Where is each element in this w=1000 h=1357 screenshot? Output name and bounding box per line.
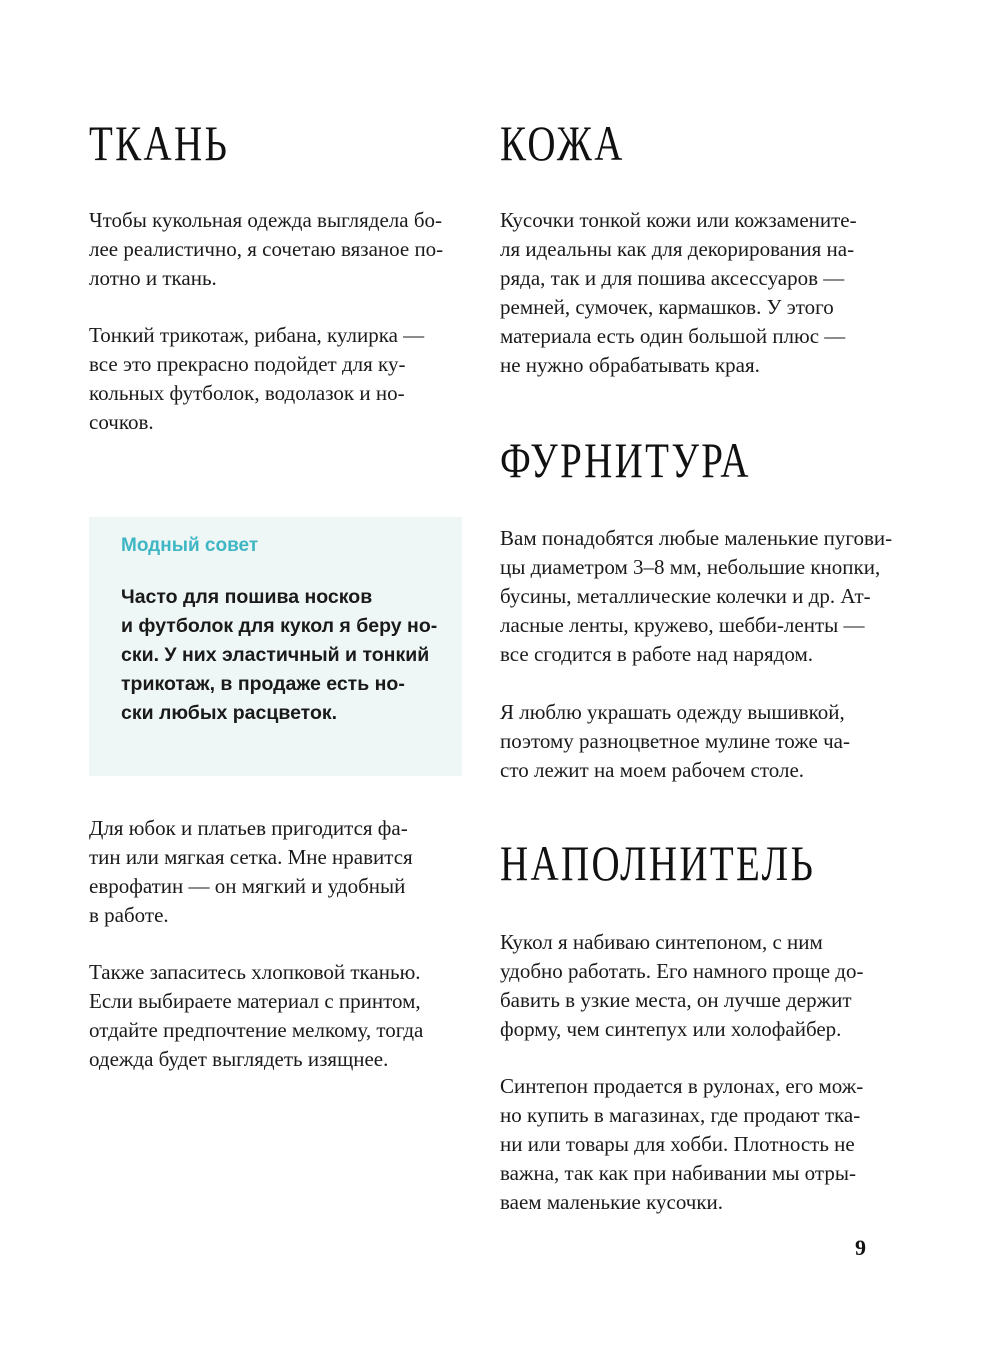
- fabric-paragraph-2: Тонкий трикотаж, рибана, кулирка — все это прекрасно подойдет для ку- кольных футболок, водолазок и но- сочков.: [89, 323, 425, 434]
- section-heading-filler: НАПОЛНИТЕЛЬ: [500, 835, 816, 891]
- leather-paragraph-1: Кусочки тонкой кожи или кожзамените- ля идеальны как для декорирования на- ряда, так и для пошива аксессуаров — ремней, сумочек, кармашков. У этого материала есть один большой плюс — не нужно обрабатывать края.: [500, 208, 857, 377]
- fabric-paragraph-4: Также запаситесь хлопковой тканью. Если выбираете материал с принтом, отдайте предпочтение мелкому, тогда одежда будет выглядеть изящнее.: [89, 960, 424, 1071]
- hardware-paragraph-1: Вам понадобятся любые маленькие пугови- цы диаметром 3–8 мм, небольшие кнопки, бусины, металлические колечки и др. Ат- ласные ленты, кружево, шебби-ленты — все сгодится в работе над нарядом.: [500, 526, 893, 666]
- tip-label: Модный совет: [121, 535, 259, 556]
- hardware-paragraph-2: Я люблю украшать одежду вышивкой, поэтому разноцветное мулине тоже ча- сто лежит на моем рабочем столе.: [500, 700, 850, 782]
- section-heading-fabric: ТКАНЬ: [89, 115, 230, 171]
- page-number: 9: [855, 1235, 866, 1260]
- fabric-paragraph-3: Для юбок и платьев пригодится фа- тин или мягкая сетка. Мне нравится еврофатин — он мягкий и удобный в работе.: [89, 816, 413, 927]
- filler-paragraph-2: Синтепон продается в рулонах, его мож- но купить в магазинах, где продают тка- ни или товары для хобби. Плотность не важна, так как при набивании мы отры- ваем маленькие кусочки.: [500, 1074, 864, 1214]
- filler-paragraph-1: Кукол я набиваю синтепоном, с ним удобно работать. Его намного проще до- бавить в узкие места, он лучше держит форму, чем синтепух или холофайбер.: [500, 930, 864, 1041]
- fabric-paragraph-1: Чтобы кукольная одежда выглядела бо- лее реалистично, я сочетаю вязаное по- лотно и ткань.: [89, 208, 444, 290]
- tip-text: Часто для пошива носков и футболок для кукол я беру но- ски. У них эластичный и тонкий трикотаж, в продаже есть но- ски любых расцветок.: [121, 586, 438, 724]
- fashion-tip-box: [89, 517, 462, 776]
- section-heading-hardware: ФУРНИТУРА: [500, 432, 751, 488]
- section-heading-leather: КОЖА: [500, 115, 625, 171]
